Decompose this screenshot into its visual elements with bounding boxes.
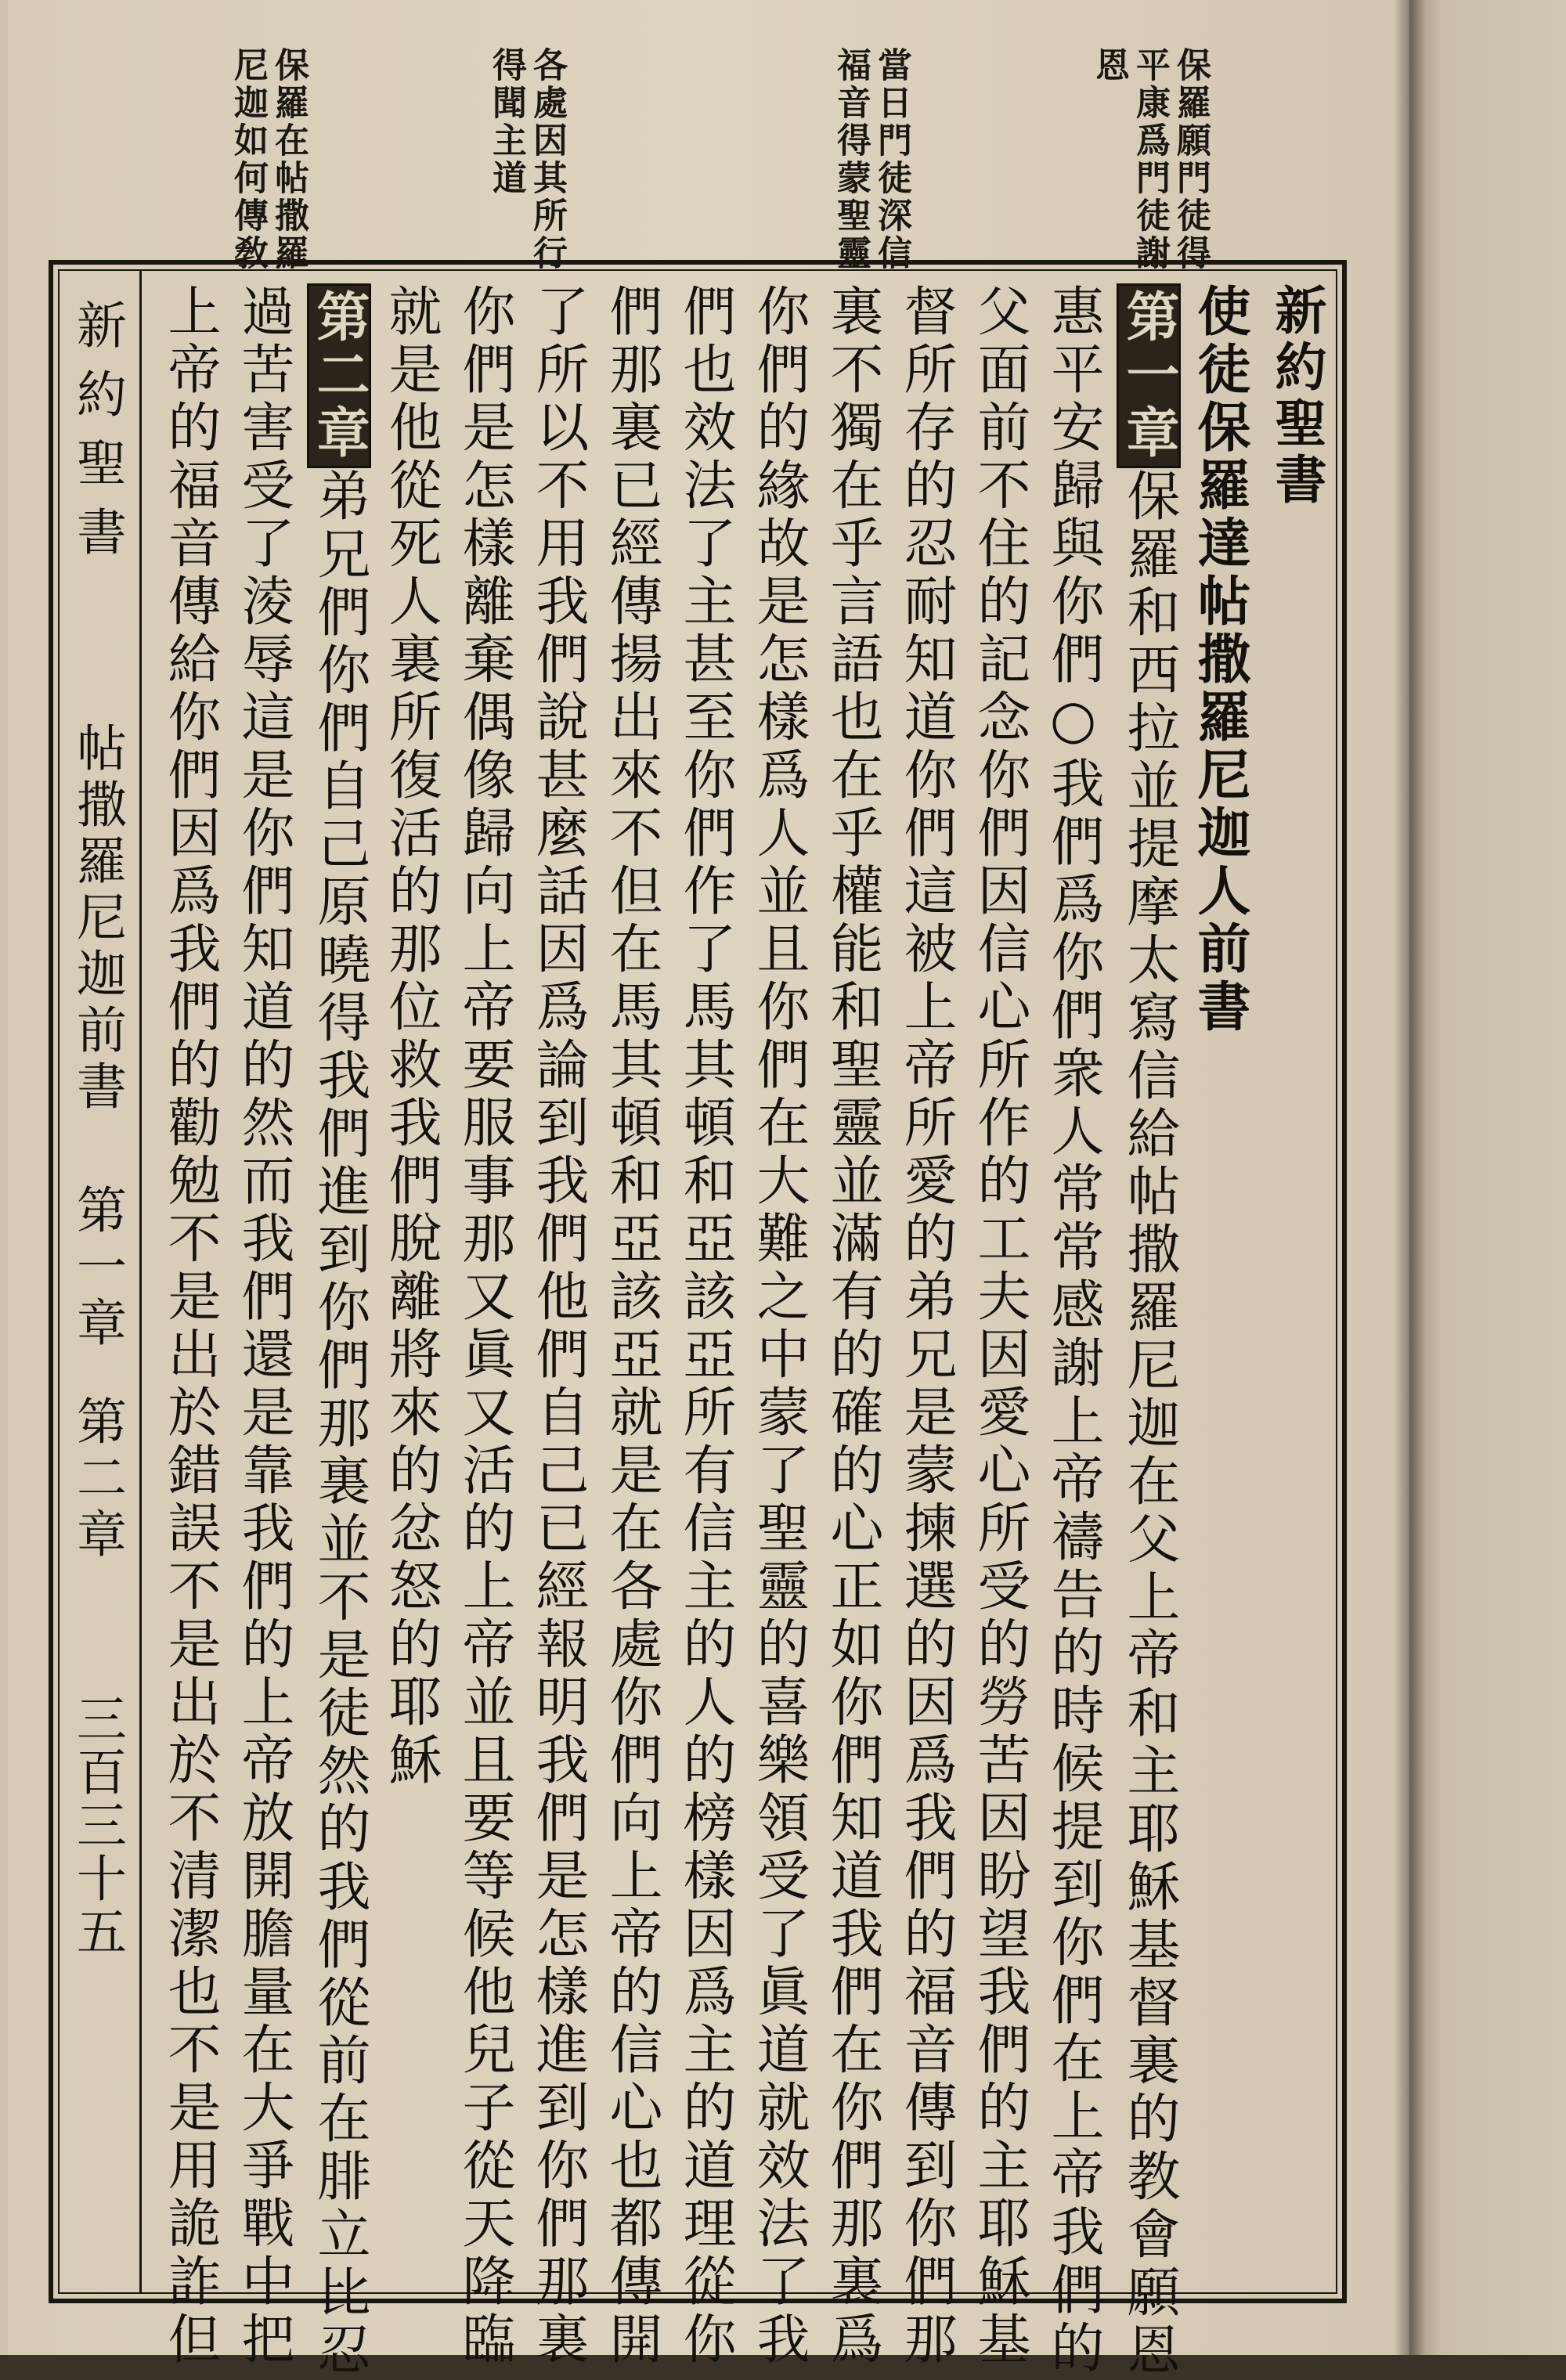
margin-note-1: 保羅願門徒得平康爲門徒謝恩	[1089, 47, 1211, 272]
footer-chapter-2: 第二章	[68, 1395, 126, 1564]
footer-chapter-1: 第一章	[68, 1184, 126, 1353]
margin-note-4: 保羅在帖撒羅尼迦如何傳敎	[228, 47, 309, 272]
text-column-5: 裏不獨在乎言語也在乎權能和聖靈並滿有的確的心正如你們知道我們在你們那裏爲	[821, 283, 883, 2369]
text-column-8: 們那裏已經傳揚出來不但在馬其頓和亞該亞就是在各處你們向上帝的信心也都傳開	[601, 283, 662, 2369]
text-column-7: 們也效法了主甚至你們作了馬其頓和亞該亞所有信主的人的榜樣因爲主的道理從你	[674, 283, 736, 2369]
text-column-14: 上帝的福音傳給你們因爲我們的勸勉不是出於錯誤不是出於不清潔也不是用詭詐但	[159, 283, 221, 2369]
running-title: 新約聖書	[1266, 283, 1327, 509]
text-column-10: 你們是怎樣離棄偶像歸向上帝要服事那又眞又活的上帝並且要等候他兒子從天降臨	[453, 283, 515, 2369]
footer-title: 新約聖書	[68, 299, 126, 575]
footer-book: 帖撒羅尼迦前書	[68, 722, 126, 1116]
page-number: 三百三十五	[68, 1693, 126, 1959]
text-column-3: 父面前不住的記念你們因信心所作的工夫因愛心所受的勞苦因盼望我們的主耶穌基	[969, 283, 1030, 2369]
facing-page-edge	[1409, 0, 1566, 2355]
text-column-9: 了所以不用我們說甚麼話因爲論到我們他們自己已經報明我們是怎樣進到你們那裏	[527, 283, 589, 2369]
text-column-1: 第一章保羅和西拉並提摩太寫信給帖撒羅尼迦在父上帝和主耶穌基督裏的教會願恩	[1117, 283, 1181, 2280]
text-column-6: 你們的緣故是怎樣爲人並且你們在大難之中蒙了聖靈的喜樂領受了眞道就效法了我	[748, 283, 810, 2369]
margin-note-2: 當日門徒深信福音得蒙聖靈	[831, 47, 911, 272]
chapter-marker-1: 第一章	[1117, 283, 1181, 468]
chapter-marker-2: 第二章	[307, 283, 371, 468]
margin-note-3: 各處因其所行得聞主道	[486, 47, 567, 272]
text-column-12: 第二章弟兄們你們自己原曉得我們進到你們那裏並不是徒然的我們從前在腓立比忍	[307, 283, 371, 2280]
footer-divider	[139, 269, 142, 2294]
text-column-2: 惠平安歸與你們○我們爲你們衆人常常感謝上帝禱告的時候提到你們在上帝我們的	[1042, 283, 1104, 2378]
footer-column	[63, 283, 133, 2288]
page-gutter	[1394, 0, 1425, 2355]
text-column-13: 過苦害受了淩辱這是你們知道的然而我們還是靠我們的上帝放開膽量在大爭戰中把	[233, 283, 294, 2369]
text-column-11: 就是他從死人裏所復活的那位救我們脫離將來的忿怒的耶穌	[380, 283, 442, 1790]
book-title: 使徒保羅達帖撒羅尼迦人前書	[1189, 283, 1251, 1037]
text-column-4: 督所存的忍耐知道你們這被上帝所愛的弟兄是蒙揀選的因爲我們的福音傳到你們那	[895, 283, 957, 2369]
